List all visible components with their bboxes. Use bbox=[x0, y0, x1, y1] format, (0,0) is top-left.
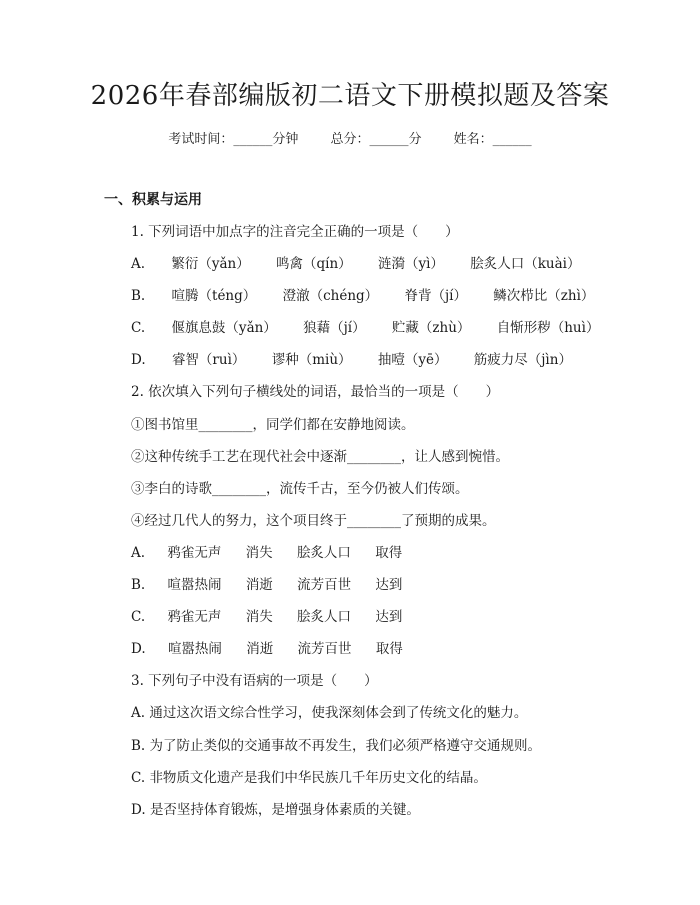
option-word: 鳞次栉比（zhì） bbox=[493, 288, 595, 305]
option-row bbox=[131, 703, 691, 735]
option-label: C. bbox=[131, 320, 146, 337]
fill-sentence: ①图书馆里________，同学们都在安静地阅读。 bbox=[131, 416, 415, 433]
question-stem: 3. 下列句子中没有语病的一项是（ ） bbox=[131, 673, 378, 690]
total-score-field: 总分：______分 bbox=[330, 132, 422, 147]
section-heading: 一、积累与运用 bbox=[104, 192, 202, 208]
option-row bbox=[131, 543, 691, 575]
option-label: C. bbox=[131, 769, 146, 786]
exam-time-field: 考试时间：______分钟 bbox=[168, 132, 299, 147]
question-list bbox=[131, 222, 691, 832]
option-row bbox=[131, 800, 691, 832]
option-word: 谬种（miù） bbox=[271, 352, 352, 369]
page-title: 2026年春部编版初二语文下册模拟题及答案 bbox=[90, 81, 610, 111]
option-word: 消逝 bbox=[245, 577, 273, 594]
option-word: 筋疲力尽（jìn） bbox=[473, 352, 572, 369]
option-text: 通过这次语文综合性学习，使我深刻体会到了传统文化的魅力。 bbox=[149, 705, 528, 722]
option-text: 非物质文化遗产是我们中华民族几千年历史文化的结晶。 bbox=[149, 769, 487, 786]
option-word: 取得 bbox=[375, 544, 403, 561]
question-stem: 2. 依次填入下列句子横线处的词语，最恰当的一项是（ ） bbox=[131, 384, 500, 401]
fill-sentence: ④经过几代人的努力，这个项目终于________了预期的成果。 bbox=[131, 512, 496, 529]
option-row bbox=[131, 768, 691, 800]
option-word: 自惭形秽（huì） bbox=[496, 320, 600, 337]
option-word: 达到 bbox=[375, 609, 403, 626]
option-row bbox=[131, 318, 691, 350]
option-row bbox=[131, 607, 691, 639]
option-row bbox=[131, 254, 691, 286]
option-word: 睿智（ruì） bbox=[171, 352, 246, 369]
option-word: 鸦雀无声 bbox=[167, 609, 222, 626]
exam-meta bbox=[0, 130, 700, 150]
option-row bbox=[131, 350, 691, 382]
option-word: 喧嚣热闹 bbox=[167, 577, 222, 594]
option-word: 流芳百世 bbox=[297, 577, 352, 594]
option-label: A. bbox=[131, 256, 146, 273]
option-label: D. bbox=[131, 641, 146, 658]
option-label: B. bbox=[131, 288, 146, 305]
option-label: A. bbox=[131, 705, 146, 722]
option-label: B. bbox=[131, 577, 146, 594]
option-label: A. bbox=[131, 544, 146, 561]
option-word: 取得 bbox=[375, 641, 403, 658]
option-word: 喧腾（téng） bbox=[171, 288, 257, 305]
option-label: D. bbox=[131, 352, 146, 369]
option-word: 抽噎（yē） bbox=[377, 352, 448, 369]
option-word: 狼藉（jí） bbox=[303, 320, 366, 337]
option-word: 达到 bbox=[375, 577, 403, 594]
option-word: 鸣禽（qín） bbox=[276, 256, 352, 273]
option-label: B. bbox=[131, 737, 146, 754]
option-label: C. bbox=[131, 609, 146, 626]
option-text: 是否坚持体育锻炼，是增强身体素质的关键。 bbox=[149, 801, 420, 818]
option-word: 消逝 bbox=[246, 641, 274, 658]
option-word: 脊背（jí） bbox=[404, 288, 467, 305]
fill-sentence: ③李白的诗歌________，流传千古，至今仍被人们传颂。 bbox=[131, 480, 469, 497]
option-word: 喧嚣热闹 bbox=[167, 641, 222, 658]
option-label: D. bbox=[131, 801, 146, 818]
option-word: 贮藏（zhù） bbox=[391, 320, 471, 337]
option-word: 脍炙人口（kuài） bbox=[470, 256, 581, 273]
option-word: 脍炙人口 bbox=[297, 609, 352, 626]
option-row bbox=[131, 736, 691, 768]
option-row bbox=[131, 575, 691, 607]
option-word: 消失 bbox=[245, 544, 273, 561]
option-row bbox=[131, 286, 691, 318]
option-word: 流芳百世 bbox=[297, 641, 352, 658]
option-word: 脍炙人口 bbox=[296, 544, 351, 561]
option-word: 消失 bbox=[245, 609, 273, 626]
student-name-field: 姓名：______ bbox=[453, 132, 532, 147]
option-word: 涟漪（yì） bbox=[377, 256, 444, 273]
option-text: 为了防止类似的交通事故不再发生，我们必须严格遵守交通规则。 bbox=[149, 737, 542, 754]
fill-sentence: ②这种传统手工艺在现代社会中逐渐________，让人感到惋惜。 bbox=[131, 448, 509, 465]
option-word: 繁衍（yǎn） bbox=[171, 256, 250, 273]
option-row bbox=[131, 639, 691, 671]
option-word: 偃旗息鼓（yǎn） bbox=[171, 320, 277, 337]
option-word: 鸦雀无声 bbox=[167, 544, 222, 561]
question-stem: 1. 下列词语中加点字的注音完全正确的一项是（ ） bbox=[131, 224, 459, 240]
option-word: 澄澈（chéng） bbox=[282, 288, 379, 305]
